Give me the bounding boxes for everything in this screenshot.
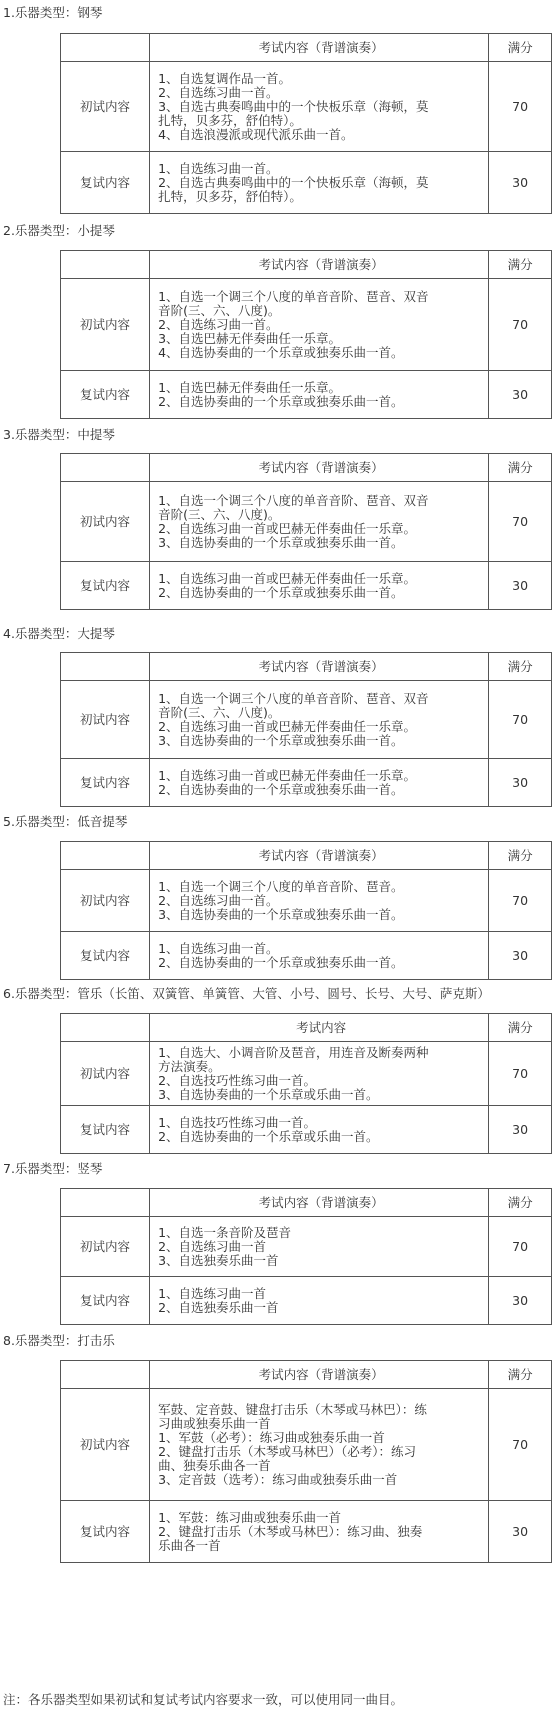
first-round-score: 70	[489, 870, 552, 932]
header-score: 满分	[489, 842, 552, 870]
first-round-row	[61, 279, 552, 371]
header-blank	[61, 1014, 150, 1042]
second-round-score: 30	[489, 1501, 552, 1563]
content-line: 2、自选技巧性练习曲一首。	[158, 1072, 317, 1088]
content-line: 2、自选练习曲一首。	[158, 892, 279, 908]
content-line: 扎特，贝多芬，舒伯特）。	[158, 188, 302, 204]
content-line: 1、自选练习曲一首	[158, 1285, 267, 1301]
header-row	[61, 653, 552, 681]
second-round-row	[61, 371, 552, 419]
header-row	[61, 1014, 552, 1042]
first-round-row	[61, 681, 552, 759]
first-round-content	[150, 1389, 489, 1501]
first-round-content	[150, 482, 489, 562]
content-line: 2、自选协奏曲的一个乐章或独奏乐曲一首。	[158, 584, 404, 600]
content-line: 1、自选一条音阶及琶音	[158, 1224, 292, 1240]
content-line: 2、自选协奏曲的一个乐章或独奏乐曲一首。	[158, 781, 404, 797]
footer-note: 注：各乐器类型如果初试和复试考试内容要求一致，可以使用同一曲目。	[3, 1692, 404, 1707]
section-title: 8.乐器类型：打击乐	[3, 1333, 115, 1348]
first-round-score: 70	[489, 1042, 552, 1106]
first-round-row	[61, 482, 552, 562]
second-round-row	[61, 1277, 552, 1325]
header-row	[61, 842, 552, 870]
second-round-score: 30	[489, 932, 552, 980]
first-round-row	[61, 870, 552, 932]
header-row	[61, 1189, 552, 1217]
content-line: 音阶(三、六、八度)。	[158, 704, 281, 720]
content-line: 3、自选古典奏鸣曲中的一个快板乐章（海顿，莫	[158, 98, 429, 114]
header-blank	[61, 1361, 150, 1389]
content-line: 3、自选巴赫无伴奏曲任一乐章。	[158, 330, 342, 346]
first-round-row	[61, 1217, 552, 1277]
second-round-content	[150, 371, 489, 419]
first-round-score: 70	[489, 62, 552, 152]
content-line: 军鼓、定音鼓、键盘打击乐（木琴或马林巴）：练	[158, 1401, 427, 1417]
header-blank	[61, 454, 150, 482]
exam-table	[60, 652, 552, 807]
exam-table	[60, 33, 552, 214]
header-content: 考试内容（背谱演奏）	[150, 251, 489, 279]
content-line: 1、自选一个调三个八度的单音音阶、琶音。	[158, 878, 404, 894]
first-round-content	[150, 62, 489, 152]
header-score: 满分	[489, 653, 552, 681]
content-line: 2、自选古典奏鸣曲中的一个快板乐章（海顿，莫	[158, 174, 429, 190]
content-line: 方法演奏。	[158, 1058, 221, 1074]
exam-table	[60, 1360, 552, 1563]
second-round-row	[61, 932, 552, 980]
content-line: 1、自选练习曲一首或巴赫无伴奏曲任一乐章。	[158, 767, 417, 783]
second-round-score: 30	[489, 152, 552, 214]
second-round-label: 复试内容	[61, 1106, 150, 1154]
content-line: 2、自选练习曲一首	[158, 1238, 267, 1254]
first-round-content	[150, 681, 489, 759]
second-round-content	[150, 759, 489, 807]
header-score: 满分	[489, 1189, 552, 1217]
first-round-label: 初试内容	[61, 1217, 150, 1277]
first-round-label: 初试内容	[61, 279, 150, 371]
section-title: 4.乐器类型：大提琴	[3, 626, 115, 641]
header-blank	[61, 251, 150, 279]
first-round-content	[150, 870, 489, 932]
second-round-content	[150, 1277, 489, 1325]
second-round-content	[150, 932, 489, 980]
content-line: 1、军鼓：练习曲或独奏乐曲一首	[158, 1509, 342, 1525]
first-round-score: 70	[489, 1217, 552, 1277]
content-line: 2、键盘打击乐（木琴或马林巴）：练习曲、独奏	[158, 1523, 423, 1539]
first-round-label: 初试内容	[61, 681, 150, 759]
content-line: 3、自选协奏曲的一个乐章或乐曲一首。	[158, 1086, 379, 1102]
content-line: 1、自选大、小调音阶及琶音，用连音及断奏两种	[158, 1044, 429, 1060]
header-row	[61, 1361, 552, 1389]
second-round-score: 30	[489, 759, 552, 807]
content-line: 1、自选技巧性练习曲一首。	[158, 1114, 317, 1130]
content-line: 1、自选一个调三个八度的单音音阶、琶音、双音	[158, 492, 429, 508]
second-round-content	[150, 1106, 489, 1154]
section-title: 6.乐器类型：管乐（长笛、双簧管、单簧管、大管、小号、圆号、长号、大号、萨克斯）	[3, 986, 490, 1001]
content-line: 2、自选协奏曲的一个乐章或独奏乐曲一首。	[158, 954, 404, 970]
header-score: 满分	[489, 34, 552, 62]
content-line: 3、自选独奏乐曲一首	[158, 1252, 279, 1268]
content-line: 3、定音鼓（选考）：练习曲或独奏乐曲一首	[158, 1471, 398, 1487]
exam-table	[60, 1013, 552, 1154]
content-line: 1、自选复调作品一首。	[158, 70, 292, 86]
second-round-label: 复试内容	[61, 562, 150, 610]
second-round-score: 30	[489, 1277, 552, 1325]
content-line: 2、自选练习曲一首或巴赫无伴奏曲任一乐章。	[158, 718, 417, 734]
second-round-label: 复试内容	[61, 1501, 150, 1563]
header-content: 考试内容（背谱演奏）	[150, 34, 489, 62]
header-score: 满分	[489, 251, 552, 279]
first-round-score: 70	[489, 482, 552, 562]
header-content: 考试内容（背谱演奏）	[150, 454, 489, 482]
header-content: 考试内容（背谱演奏）	[150, 653, 489, 681]
second-round-label: 复试内容	[61, 371, 150, 419]
content-line: 2、键盘打击乐（木琴或马林巴）（必考）：练习	[158, 1443, 417, 1459]
section-title: 1.乐器类型：钢琴	[3, 5, 103, 20]
header-blank	[61, 1189, 150, 1217]
section-title: 5.乐器类型：低音提琴	[3, 814, 128, 829]
exam-table	[60, 1188, 552, 1325]
content-line: 4、自选协奏曲的一个乐章或独奏乐曲一首。	[158, 344, 404, 360]
header-content: 考试内容	[150, 1014, 489, 1042]
content-line: 4、自选浪漫派或现代派乐曲一首。	[158, 126, 354, 142]
section-title: 7.乐器类型：竖琴	[3, 1161, 103, 1176]
header-content: 考试内容（背谱演奏）	[150, 842, 489, 870]
first-round-score: 70	[489, 1389, 552, 1501]
second-round-row	[61, 562, 552, 610]
header-content: 考试内容（背谱演奏）	[150, 1189, 489, 1217]
second-round-row	[61, 152, 552, 214]
content-line: 2、自选练习曲一首或巴赫无伴奏曲任一乐章。	[158, 520, 417, 536]
first-round-row	[61, 1389, 552, 1501]
first-round-row	[61, 1042, 552, 1106]
content-line: 3、自选协奏曲的一个乐章或独奏乐曲一首。	[158, 732, 404, 748]
first-round-label: 初试内容	[61, 1042, 150, 1106]
second-round-content	[150, 562, 489, 610]
first-round-label: 初试内容	[61, 482, 150, 562]
second-round-label: 复试内容	[61, 932, 150, 980]
content-line: 2、自选协奏曲的一个乐章或独奏乐曲一首。	[158, 393, 404, 409]
header-content: 考试内容（背谱演奏）	[150, 1361, 489, 1389]
content-line: 曲、独奏乐曲各一首	[158, 1457, 271, 1473]
second-round-label: 复试内容	[61, 152, 150, 214]
section-title: 3.乐器类型：中提琴	[3, 427, 115, 442]
second-round-score: 30	[489, 562, 552, 610]
second-round-row	[61, 1106, 552, 1154]
content-line: 1、自选一个调三个八度的单音音阶、琶音、双音	[158, 690, 429, 706]
first-round-content	[150, 1217, 489, 1277]
first-round-row	[61, 62, 552, 152]
first-round-score: 70	[489, 279, 552, 371]
second-round-score: 30	[489, 371, 552, 419]
content-line: 1、自选练习曲一首或巴赫无伴奏曲任一乐章。	[158, 570, 417, 586]
content-line: 3、自选协奏曲的一个乐章或独奏乐曲一首。	[158, 906, 404, 922]
content-line: 2、自选独奏乐曲一首	[158, 1299, 279, 1315]
header-score: 满分	[489, 1361, 552, 1389]
first-round-content	[150, 279, 489, 371]
content-line: 3、自选协奏曲的一个乐章或独奏乐曲一首。	[158, 534, 404, 550]
header-blank	[61, 842, 150, 870]
header-row	[61, 34, 552, 62]
second-round-row	[61, 759, 552, 807]
section-title: 2.乐器类型：小提琴	[3, 223, 115, 238]
content-line: 2、自选练习曲一首。	[158, 84, 279, 100]
header-row	[61, 454, 552, 482]
header-blank	[61, 34, 150, 62]
second-round-content	[150, 152, 489, 214]
content-line: 1、军鼓（必考）：练习曲或独奏乐曲一首	[158, 1429, 385, 1445]
header-score: 满分	[489, 1014, 552, 1042]
exam-table	[60, 250, 552, 419]
content-line: 1、自选一个调三个八度的单音音阶、琶音、双音	[158, 288, 429, 304]
content-line: 2、自选练习曲一首。	[158, 316, 279, 332]
content-line: 1、自选练习曲一首。	[158, 160, 279, 176]
header-blank	[61, 653, 150, 681]
first-round-label: 初试内容	[61, 1389, 150, 1501]
second-round-label: 复试内容	[61, 759, 150, 807]
first-round-score: 70	[489, 681, 552, 759]
content-line: 乐曲各一首	[158, 1537, 221, 1553]
exam-table	[60, 841, 552, 980]
second-round-label: 复试内容	[61, 1277, 150, 1325]
content-line: 习曲或独奏乐曲一首	[158, 1415, 271, 1431]
exam-table	[60, 453, 552, 610]
second-round-content	[150, 1501, 489, 1563]
second-round-score: 30	[489, 1106, 552, 1154]
second-round-row	[61, 1501, 552, 1563]
content-line: 1、自选练习曲一首。	[158, 940, 279, 956]
first-round-content	[150, 1042, 489, 1106]
content-line: 2、自选协奏曲的一个乐章或乐曲一首。	[158, 1128, 379, 1144]
header-row	[61, 251, 552, 279]
content-line: 音阶(三、六、八度)。	[158, 302, 281, 318]
content-line: 1、自选巴赫无伴奏曲任一乐章。	[158, 379, 342, 395]
first-round-label: 初试内容	[61, 870, 150, 932]
header-score: 满分	[489, 454, 552, 482]
content-line: 音阶(三、六、八度)。	[158, 506, 281, 522]
content-line: 扎特，贝多芬，舒伯特）。	[158, 112, 302, 128]
first-round-label: 初试内容	[61, 62, 150, 152]
